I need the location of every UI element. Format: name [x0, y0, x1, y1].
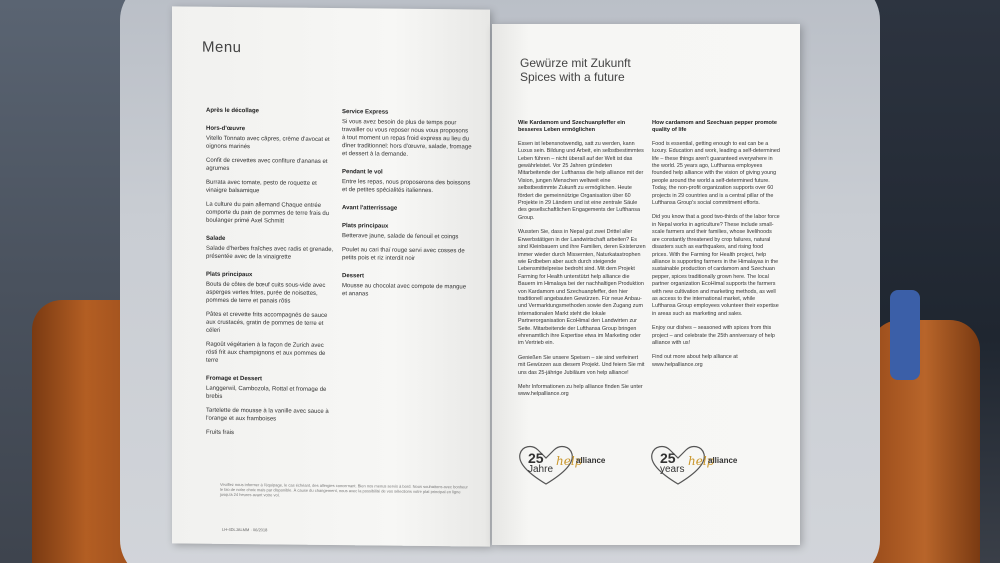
article-paragraph: Genießen Sie unsere Speisen – sie sind verfeinert mit Gewürzen aus diesem Projekt. Und feiern Sie mit uns das 25-jährige Jubiläum von help alliance! [518, 354, 645, 376]
menu-section [206, 107, 336, 116]
seat-right [870, 320, 980, 563]
menu-section [342, 108, 472, 159]
logo-word: Jahre [528, 464, 554, 475]
spices-title [520, 56, 631, 84]
menu-item: Langgerwil, Cambozola, Rottal et fromage de brebis [206, 385, 327, 400]
menu-section [206, 375, 336, 438]
article-paragraph: Find out more about help alliance at www.helpalliance.org [652, 354, 738, 368]
menu-item: Bouts de côtes de bœuf cuits sous-vide avec asperges vertes frites, purée de noisettes, pommes de terre et panais rôtis [206, 281, 326, 305]
menu-item: Betterave jaune, salade de fenouil et coings [342, 233, 459, 241]
menu-item: Si vous avez besoin de plus de temps pour travailler ou vous reposer nous vous proposons à tout moment un repas froid express au lieu du dîner traditionnel: hors d'œuvre, salade, fromage et dessert à la demande. [342, 119, 472, 158]
logo-alliance: alliance [576, 456, 606, 465]
menu-section-heading: Pendant le vol [342, 169, 383, 176]
menu-section-heading: Avant l'atterrissage [342, 205, 398, 212]
logo-help: help [688, 454, 715, 468]
menu-section-heading: Hors-d'œuvre [206, 125, 246, 133]
menu-section [206, 271, 336, 366]
menu-section-heading: Après le décollage [206, 107, 260, 115]
menu-section-heading: Plats principaux [206, 271, 253, 279]
article-german [518, 120, 646, 406]
menu-item: Confit de crevettes avec confiture d'ananas et agrumes [206, 157, 328, 172]
menu-right-page [492, 24, 800, 545]
menu-title: Menu [202, 38, 242, 57]
menu-section [342, 222, 472, 263]
menu-section-heading: Fromage et Dessert [206, 375, 263, 383]
article-english [652, 120, 780, 376]
menu-item: Vitello Tonnato avec câpres, crème d'avocat et oignons marinés [206, 135, 330, 151]
help-alliance-logo-de [516, 442, 626, 488]
article-paragraph: Enjoy our dishes – seasoned with spices from this project – and celebrate the 25th anniversary of help alliance with us! [652, 325, 775, 346]
logo-help: help [556, 454, 583, 468]
menu-section [342, 204, 472, 213]
logo-word: years [660, 464, 685, 475]
menu-item: Entre les repas, nous proposerons des boissons et de petites spécialités italiennes. [342, 179, 471, 195]
menu-section [342, 272, 472, 299]
article-paragraph: Food is essential, getting enough to eat can be a luxury. Education and work, leading a self-determined life – these things aren't guaranteed everywhere in the world. 25 years ago, Lufthansa employees founded help alliance with the vision of giving young people around the world a self-determined future. Today, the non-profit organization supports over 60 projects in 29 countries and is a central pillar of the Lufthansa Group's social commitment efforts. [652, 140, 780, 207]
menu-item: La culture du pain allemand Chaque entrée comporte du pain de pommes de terre frais du boulanger primé Axel Schmitt [206, 201, 330, 225]
menu-item: Poulet au cari thaï rouge servi avec cosses de petits pois et riz interdit noir [342, 247, 465, 262]
help-alliance-logo-en [648, 442, 758, 488]
menu-item: Ragoût végétarien à la façon de Zurich avec rösti frit aux champignons et aux pommes de terre [206, 341, 326, 364]
menu-section-heading: Service Express [342, 109, 389, 116]
menu-item: Salade d'herbes fraîches avec radis et grenade, présentée avec de la vinaigrette [206, 245, 334, 261]
menu-section-heading: Plats principaux [342, 223, 389, 230]
menu-section-heading: Salade [206, 235, 226, 242]
article-paragraph: Wussten Sie, dass in Nepal gut zwei Drittel aller Erwerbstätigen in der Landwirtschaft arbeiten? Es sind Kleinbauern und ihre Familien, deren Existenzen immer wieder durch Missernten, Naturkatastrophen wie Erdbeben aber auch durch steigende Lebensmittelpreise bedroht sind. Mit dem Projekt Farming for Health unterstützt help alliance die Bauern im Himalaya bei der nachhaltigen Produktion von Kardamom und Szechuanpfeffer, den hier traditionell angebauten Gewürzen. Für neue Anbau- und Vermarktungsmethoden sowie den Zugang zum internationalen Markt steht die lokale Partnerorganisation EcoHimal den Landwirten zur Seite. Mitarbeitende der Lufthansa Group bringen ehrenamtlich ihre Expertise etwa im Marketing oder im Vertrieb ein. [518, 229, 646, 347]
logo-number: 25 [528, 450, 544, 466]
article-heading: Wie Kardamom und Szechuanpfeffer ein besseres Leben ermöglichen [518, 120, 626, 134]
article-heading: How cardamom and Szechuan pepper promote quality of life [652, 120, 777, 134]
menu-item: Fruits frais [206, 429, 235, 436]
spices-title-de: Gewürze mit Zukunft [520, 56, 631, 70]
menu-item: Tartelette de mousse à la vanille avec sauce à l'orange et aux framboises [206, 407, 329, 423]
menu-left-page [172, 6, 490, 546]
article-paragraph: Mehr Informationen zu help alliance finden Sie unter www.helpalliance.org [518, 384, 643, 398]
menu-column-a [206, 107, 336, 448]
logo-number: 25 [660, 450, 676, 466]
menu-section [206, 125, 336, 226]
menu-item: Burrata avec tomate, pesto de roquette et vinaigre balsamique [206, 179, 317, 195]
seat-blue-strap [890, 290, 920, 380]
menu-section-heading: Dessert [342, 273, 365, 280]
menu-item: Mousse au chocolat avec compote de mangue et ananas [342, 283, 467, 298]
logo-alliance: alliance [708, 456, 738, 465]
menu-column-b [342, 108, 472, 309]
menu-code: LH-4DLJALMM · 06/2018 [222, 526, 268, 533]
menu-section [206, 235, 336, 262]
spices-title-en: Spices with a future [520, 70, 625, 84]
menu-section [342, 168, 472, 195]
article-paragraph: Essen ist lebensnotwendig, satt zu werden, kann Luxus sein. Bildung und Arbeit, ein selbstbestimmtes Leben führen – nicht überall auf der Welt ist das gewährleistet. Vor 25 Jahren gründeten Mitarbeitende der Lufthansa die help alliance mit der Vision, jungen Menschen weltweit eine selbstbestimmte Zukunft zu ermöglichen. Heute fördert die gemeinnützige Organisation über 60 Projekte in 29 Ländern und ist eine zentrale Säule des gesellschaftlichen Engagements der Lufthansa Group. [518, 140, 644, 221]
article-paragraph: Did you know that a good two-thirds of the labor force in Nepal works in agriculture? These include small-scale farmers and their families, whose livelihoods are constantly threatened by crop failures, natural disasters such as earthquakes, and rising food prices. With the Farming for Health project, help alliance is supporting farmers in the Himalayas in the sustainable production of cardamom and Szechuan pepper, spices traditionally grown here. The local partner organization EcoHimal supports the farmers with new cultivation and marketing methods, as well as access to the international market, while Lufthansa Group employees volunteer their expertise in areas such as marketing and sales. [652, 214, 780, 317]
fine-print: Veuillez nous informer à l'équipage, le cas échéant, des allergies concernant. Bien nos menus servis à bord. Nous souhaitons avec bonheur le bio de notre choix mais par disponible. À cause du changement, nous avec la possibilité de vos sélections votre plat principal en ligne jusqu'à 24 heures avant votre vol. [220, 481, 468, 498]
menu-item: Pâtes et crevette frits accompagnés de sauce aux crustacés, gratin de pommes de terre et céleri [206, 311, 328, 334]
